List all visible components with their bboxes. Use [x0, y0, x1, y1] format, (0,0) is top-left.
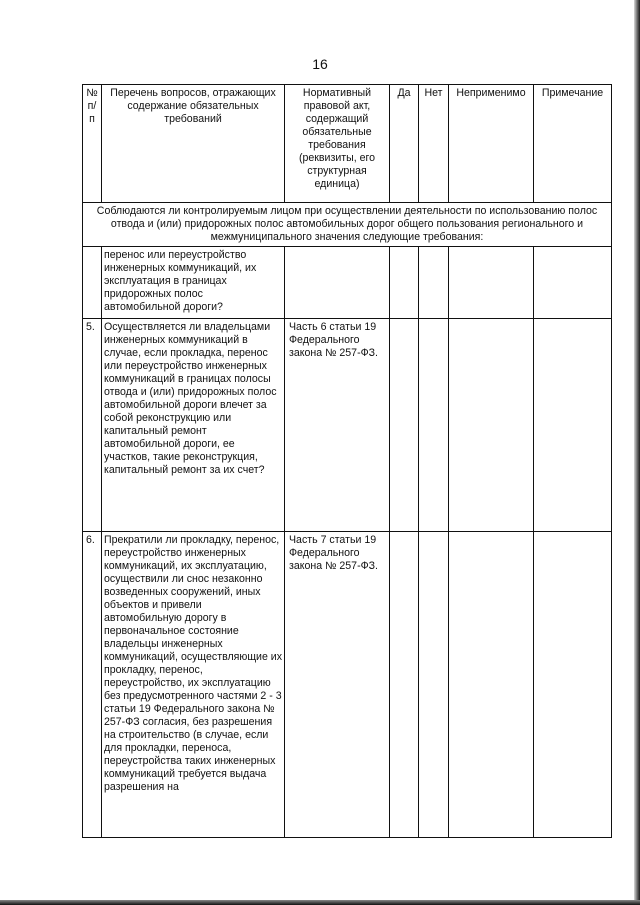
row-not-applicable-cell: [449, 319, 534, 532]
table-row: [83, 247, 612, 319]
header-not-applicable: Неприменимо: [449, 85, 534, 203]
row-question: перенос или переустройство инженерных коммуникаций, их эксплуатация в границах придорожных полос автомобильной дороги?: [102, 247, 285, 319]
table-row: [83, 532, 612, 838]
row-normative: [285, 247, 390, 319]
section-row: [83, 203, 612, 247]
row-yes-cell: [390, 247, 419, 319]
page-number: 16: [312, 56, 328, 72]
row-yes-cell: [390, 319, 419, 532]
row-number: 5.: [83, 319, 102, 532]
row-no-cell: [419, 532, 449, 838]
scan-edge-right: [634, 0, 640, 905]
row-normative: Часть 7 статьи 19 Федерального закона № 257-ФЗ.: [285, 532, 390, 838]
row-number: [83, 247, 102, 319]
header-normative: Нормативный правовой акт, содержащий обязательные требования (реквизиты, его структурная единица): [285, 85, 390, 203]
checklist-table: [82, 84, 612, 838]
row-yes-cell: [390, 532, 419, 838]
table-header-row: [83, 85, 612, 203]
row-note-cell: [534, 247, 612, 319]
header-no: Нет: [419, 85, 449, 203]
row-no-cell: [419, 319, 449, 532]
section-title: Соблюдаются ли контролируемым лицом при осуществлении деятельности по использованию полос отвода и (или) придорожных полос автомобильных дорог общего пользования регионального и межмуниципального значения следующие требования:: [83, 203, 612, 247]
row-not-applicable-cell: [449, 247, 534, 319]
header-note: Примечание: [534, 85, 612, 203]
row-no-cell: [419, 247, 449, 319]
row-question: Осуществляется ли владельцами инженерных коммуникаций в случае, если прокладка, перенос или переустройство инженерных коммуникаций в границах полосы отвода и (или) придорожных полос автомобильной дороги влечет за собой реконструкцию или капитальный ремонт автомобильной дороги, ее участков, такие реконструкция, капитальный ремонт за их счет?: [102, 319, 285, 532]
header-yes: Да: [390, 85, 419, 203]
header-num: № п/п: [83, 85, 102, 203]
header-questions: Перечень вопросов, отражающих содержание обязательных требований: [102, 85, 285, 203]
row-number: 6.: [83, 532, 102, 838]
row-question: Прекратили ли прокладку, перенос, переустройство инженерных коммуникаций, их эксплуатацию, осуществили ли снос незаконно возведенных сооружений, иных объектов и привели автомобильную дорогу в первоначальное состояние владельцы инженерных коммуникаций, осуществляющие их прокладку, перенос, переустройство, их эксплуатацию без предусмотренного частями 2 - 3 статьи 19 Федерального закона № 257-ФЗ согласия, без разрешения на строительство (в случае, если для прокладки, переноса, переустройства таких инженерных коммуникаций требуется выдача разрешения на: [102, 532, 285, 838]
row-note-cell: [534, 532, 612, 838]
table-row: [83, 319, 612, 532]
row-normative: Часть 6 статьи 19 Федерального закона № 257-ФЗ.: [285, 319, 390, 532]
row-note-cell: [534, 319, 612, 532]
row-not-applicable-cell: [449, 532, 534, 838]
scan-edge-bottom: [0, 900, 640, 905]
